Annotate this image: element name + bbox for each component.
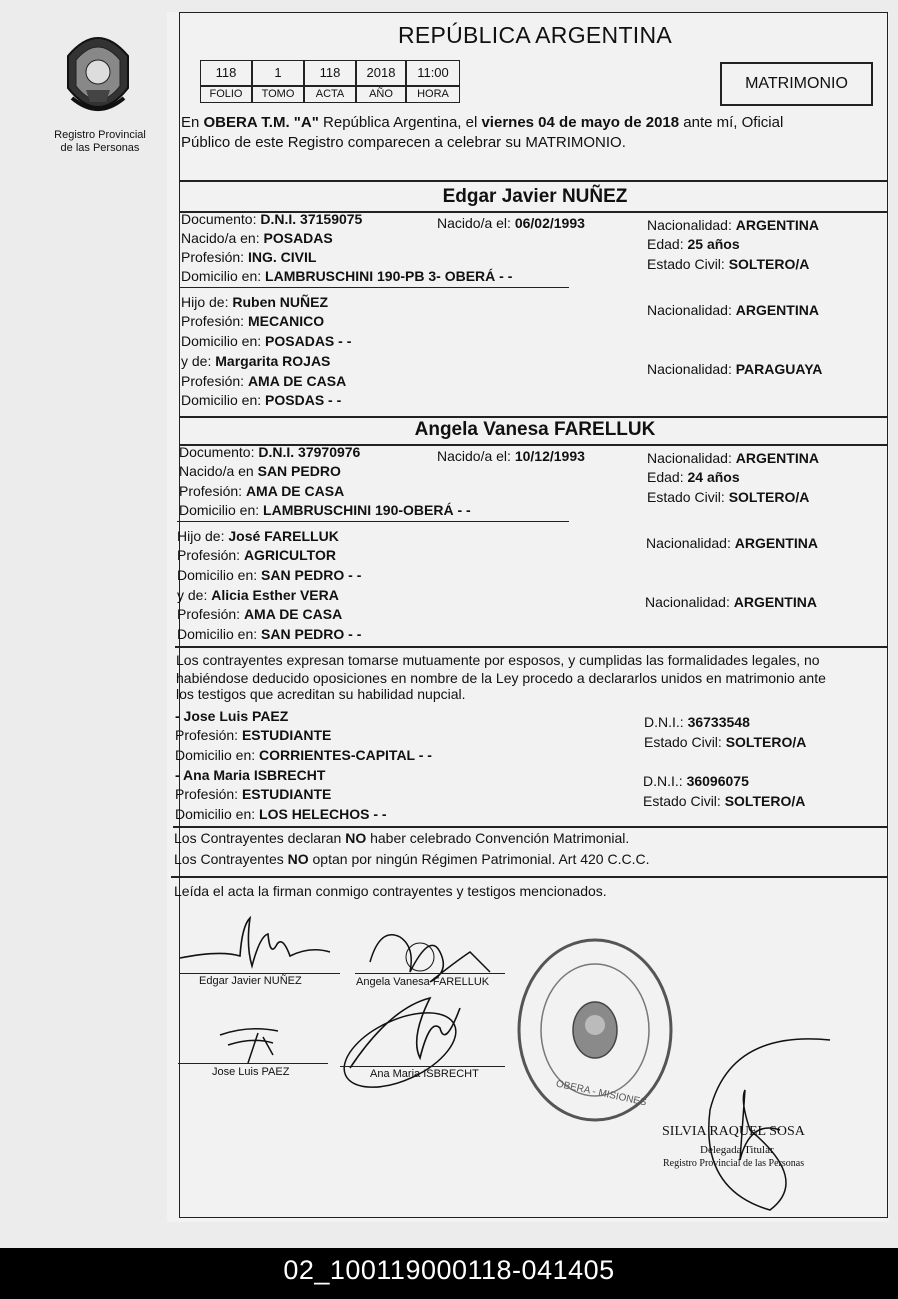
hora-value: 11:00 — [406, 60, 460, 86]
official-org: Registro Provincial de las Personas — [663, 1158, 805, 1169]
bride-birthdate: Nacido/a el: 10/12/1993 — [437, 448, 585, 464]
divider — [179, 287, 569, 288]
witness-1-address: Domicilio en: CORRIENTES-CAPITAL - - — [175, 747, 432, 763]
bride-mother: y de: Alicia Esther VERA — [177, 587, 339, 603]
groom-document: Documento: D.N.I. 37159075 — [181, 211, 363, 227]
groom-mother: y de: Margarita ROJAS — [181, 353, 331, 369]
groom-address: Domicilio en: LAMBRUSCHINI 190-PB 3- OBERÁ - - — [181, 268, 513, 284]
declaration-line-3: los testigos que acreditan su habilidad nupcial. — [176, 686, 466, 702]
bride-address: Domicilio en: LAMBRUSCHINI 190-OBERÁ - - — [179, 502, 471, 518]
witness-2-name: - Ana Maria ISBRECHT — [175, 767, 326, 783]
declaration-line-1: Los contrayentes expresan tomarse mutuamente por esposos, y cumplidas las formalidades legales, no — [176, 652, 820, 668]
divider — [171, 876, 888, 878]
groom-mother-address: Domicilio en: POSDAS - - — [181, 392, 342, 408]
closing-statement: Leída el acta la firman conmigo contrayentes y testigos mencionados. — [174, 883, 607, 899]
groom-father: Hijo de: Ruben NUÑEZ — [181, 294, 329, 310]
signature-line — [355, 973, 505, 974]
anio-value: 2018 — [356, 60, 406, 86]
bride-birthplace: Nacido/a en SAN PEDRO — [179, 463, 341, 479]
bride-mother-nationality: Nacionalidad: ARGENTINA — [645, 594, 817, 610]
bride-age: Edad: 24 años — [647, 469, 740, 485]
hora-label: HORA — [406, 86, 460, 103]
witness-1-signature — [218, 1025, 308, 1065]
groom-birthplace: Nacido/a en: POSADAS — [181, 230, 333, 246]
page-title: REPÚBLICA ARGENTINA — [397, 22, 673, 48]
bride-father: Hijo de: José FARELLUK — [177, 528, 339, 544]
witness-1-dni: D.N.I.: 36733548 — [644, 714, 750, 730]
bride-father-profession: Profesión: AGRICULTOR — [177, 547, 336, 563]
official-role: Delegada Titular — [700, 1144, 774, 1156]
signature-line — [340, 1066, 505, 1067]
groom-birthdate: Nacido/a el: 06/02/1993 — [437, 215, 585, 231]
witness-2-signature — [330, 988, 490, 1098]
document-type-box: MATRIMONIO — [720, 62, 873, 106]
logo-caption-2: de las Personas — [60, 142, 140, 154]
divider — [173, 826, 888, 828]
divider — [175, 646, 888, 648]
groom-father-nationality: Nacionalidad: ARGENTINA — [647, 302, 819, 318]
bride-civil-status: Estado Civil: SOLTERO/A — [647, 489, 810, 505]
groom-mother-profession: Profesión: AMA DE CASA — [181, 373, 347, 389]
declaration-line-2: habiéndose deducido oposiciones en nombre de la Ley procedo a declararlos unidos en matrimonio ante — [176, 670, 826, 686]
misiones-emblem-icon — [58, 28, 138, 128]
tomo-value: 1 — [252, 60, 304, 86]
groom-civil-status: Estado Civil: SOLTERO/A — [647, 256, 810, 272]
folio-label: FOLIO — [200, 86, 252, 103]
acta-label: ACTA — [304, 86, 356, 103]
groom-profession: Profesión: ING. CIVIL — [181, 249, 317, 265]
divider — [179, 416, 888, 418]
signature-line — [180, 973, 340, 974]
groom-nationality: Nacionalidad: ARGENTINA — [647, 217, 819, 233]
groom-signature — [180, 916, 340, 976]
witness-2-dni: D.N.I.: 36096075 — [643, 773, 749, 789]
intro-line-2: Público de este Registro comparecen a celebrar su MATRIMONIO. — [181, 134, 626, 151]
bride-profession: Profesión: AMA DE CASA — [179, 483, 345, 499]
groom-age: Edad: 25 años — [647, 236, 740, 252]
clause-patrimonial: Los Contrayentes NO optan por ningún Régimen Patrimonial. Art 420 C.C.C. — [174, 851, 650, 867]
groom-father-profession: Profesión: MECANICO — [181, 313, 325, 329]
footer-code: 02_100119000118-041405 — [0, 1248, 898, 1299]
bride-father-nationality: Nacionalidad: ARGENTINA — [646, 535, 818, 551]
bride-father-address: Domicilio en: SAN PEDRO - - — [177, 567, 362, 583]
stamp-place-text: OBERA - MISIONES — [554, 1078, 648, 1109]
anio-label: AÑO — [356, 86, 406, 103]
signature-label-bride: Angela Vanesa FARELLUK — [356, 976, 490, 988]
bride-document: Documento: D.N.I. 37970976 — [179, 444, 361, 460]
witness-2-address: Domicilio en: LOS HELECHOS - - — [175, 806, 387, 822]
signature-label-groom: Edgar Javier NUÑEZ — [199, 975, 302, 987]
witness-2-profession: Profesión: ESTUDIANTE — [175, 786, 332, 802]
groom-mother-nationality: Nacionalidad: PARAGUAYA — [647, 361, 823, 377]
bride-mother-address: Domicilio en: SAN PEDRO - - — [177, 626, 362, 642]
logo-caption-1: Registro Provincial — [54, 129, 146, 141]
acta-value: 118 — [304, 60, 356, 86]
divider — [177, 521, 569, 522]
witness-1-name: - Jose Luis PAEZ — [175, 708, 289, 724]
signature-line — [178, 1063, 328, 1064]
official-name: SILVIA RAQUEL SOSA — [662, 1124, 805, 1139]
bride-name: Angela Vanesa FARELLUK — [414, 419, 656, 440]
witness-1-profession: Profesión: ESTUDIANTE — [175, 727, 332, 743]
signature-label-witness-1: Jose Luis PAEZ — [212, 1066, 290, 1078]
witness-2-civil-status: Estado Civil: SOLTERO/A — [643, 793, 806, 809]
folio-value: 118 — [200, 60, 252, 86]
divider — [179, 180, 888, 182]
signature-label-witness-2: Ana Maria ISBRECHT — [370, 1068, 479, 1080]
tomo-label: TOMO — [252, 86, 304, 103]
groom-name: Edgar Javier NUÑEZ — [442, 186, 628, 207]
bride-nationality: Nacionalidad: ARGENTINA — [647, 450, 819, 466]
intro-line-1: En OBERA T.M. "A" República Argentina, el viernes 04 de mayo de 2018 ante mí, Oficial — [181, 114, 784, 131]
witness-1-civil-status: Estado Civil: SOLTERO/A — [644, 734, 807, 750]
groom-father-address: Domicilio en: POSADAS - - — [181, 333, 352, 349]
clause-convention: Los Contrayentes declaran NO haber celebrado Convención Matrimonial. — [174, 830, 630, 846]
bride-mother-profession: Profesión: AMA DE CASA — [177, 606, 343, 622]
